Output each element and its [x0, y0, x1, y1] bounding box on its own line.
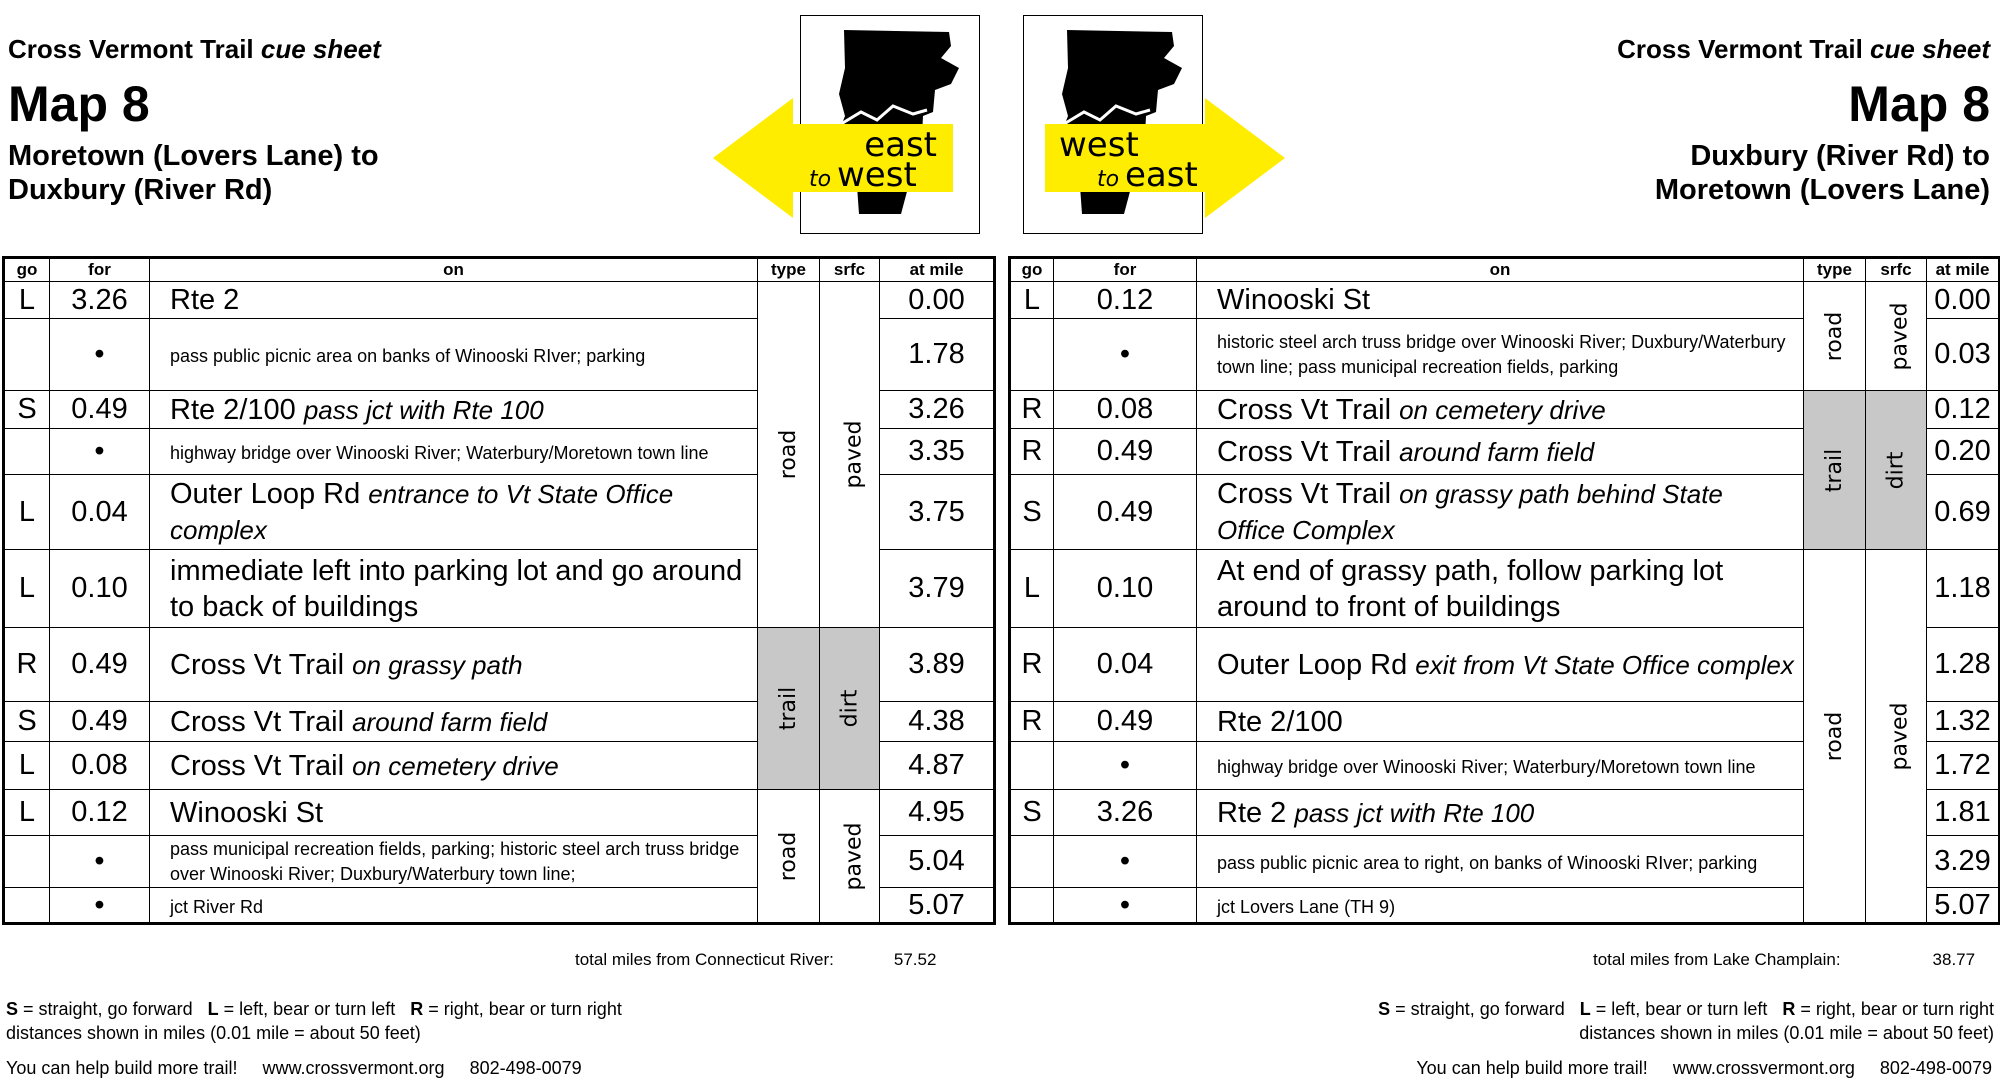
srfc-cell: paved: [1866, 282, 1927, 391]
on-cell: Cross Vt Trail around farm field: [1197, 429, 1804, 475]
footer-left: [6, 1058, 582, 1079]
for-cell: •: [50, 319, 150, 391]
srfc-cell: dirt: [1866, 391, 1927, 550]
footer-phone: 802-498-0079: [1879, 1058, 1992, 1078]
total-miles-right: total miles from Lake Champlain: 38.77: [1593, 950, 1976, 969]
on-cell: immediate left into parking lot and go around to back of buildings: [150, 550, 758, 628]
go-cell: S: [4, 702, 50, 742]
mile-cell: 0.00: [880, 282, 995, 319]
type-cell: road: [758, 282, 820, 628]
total-miles-left: total miles from Connecticut River: 57.52: [575, 950, 937, 969]
go-cell: [1010, 836, 1054, 888]
mile-cell: 0.12: [1927, 391, 2000, 429]
for-cell: •: [50, 429, 150, 475]
direction-bottom: west: [837, 155, 917, 195]
go-cell: [4, 888, 50, 924]
type-cell: trail: [758, 628, 820, 790]
mile-cell: 1.78: [880, 319, 995, 391]
footer-url[interactable]: www.crossvermont.org: [262, 1058, 445, 1078]
mile-cell: 5.04: [880, 836, 995, 888]
route-title: Moretown (Lovers Lane) to Duxbury (River Rd): [8, 140, 379, 206]
on-cell: pass public picnic area to right, on banks of Winooski RIver; parking: [1197, 836, 1804, 888]
mile-cell: 0.69: [1927, 475, 2000, 550]
for-cell: 0.49: [1054, 702, 1197, 742]
for-cell: 3.26: [50, 282, 150, 319]
mile-cell: 5.07: [880, 888, 995, 924]
for-cell: 0.49: [50, 391, 150, 429]
for-cell: 0.10: [50, 550, 150, 628]
go-cell: [4, 429, 50, 475]
on-cell: Outer Loop Rd entrance to Vt State Office complex: [150, 475, 758, 550]
type-cell: road: [1804, 550, 1866, 924]
table-row: [1010, 282, 2000, 319]
go-cell: [1010, 888, 1054, 924]
direction-small: to: [1097, 167, 1120, 192]
for-cell: •: [50, 888, 150, 924]
go-cell: L: [1010, 282, 1054, 319]
legend-right: S = straight, go forward L = left, bear or turn left R = right, bear or turn right distances shown in miles (0.01 mile = about 50 feet): [1378, 999, 1994, 1043]
go-cell: L: [4, 790, 50, 836]
go-cell: [1010, 319, 1054, 391]
footer-help: You can help build more trail!: [6, 1058, 238, 1078]
cue-table-left: [2, 256, 996, 925]
on-cell: pass municipal recreation fields, parking; historic steel arch truss bridge over Winooski River; Duxbury/Waterbury town line;: [150, 836, 758, 888]
go-cell: R: [4, 628, 50, 702]
on-cell: historic steel arch truss bridge over Winooski River; Duxbury/Waterbury town line; pass municipal recreation fields, parking: [1197, 319, 1804, 391]
direction-top: west: [1059, 125, 1139, 165]
table-row: [1010, 550, 2000, 628]
srfc-cell: dirt: [820, 628, 880, 790]
col-mile: at mile: [1927, 258, 2000, 282]
on-cell: Rte 2: [150, 282, 758, 319]
go-cell: S: [1010, 790, 1054, 836]
on-cell: jct Lovers Lane (TH 9): [1197, 888, 1804, 924]
on-cell: pass public picnic area on banks of Winooski RIver; parking: [150, 319, 758, 391]
for-cell: •: [1054, 888, 1197, 924]
route-title: Duxbury (River Rd) to Moretown (Lovers Lane): [1654, 140, 1990, 206]
mile-cell: 4.38: [880, 702, 995, 742]
go-cell: L: [4, 742, 50, 790]
go-cell: R: [1010, 429, 1054, 475]
map-number: Map 8: [8, 76, 150, 132]
on-cell: Outer Loop Rd exit from Vt State Office complex: [1197, 628, 1804, 702]
mile-cell: 0.00: [1927, 282, 2000, 319]
for-cell: •: [50, 836, 150, 888]
go-cell: R: [1010, 391, 1054, 429]
for-cell: 0.49: [1054, 475, 1197, 550]
go-cell: [4, 319, 50, 391]
table-row: [4, 628, 995, 702]
col-srfc: srfc: [1866, 258, 1927, 282]
table-row: [1010, 391, 2000, 429]
mile-cell: 1.81: [1927, 790, 2000, 836]
for-cell: 0.12: [1054, 282, 1197, 319]
for-cell: 3.26: [1054, 790, 1197, 836]
col-on: on: [1197, 258, 1804, 282]
col-type: type: [758, 258, 820, 282]
go-cell: [1010, 742, 1054, 790]
direction-top: east: [864, 125, 937, 165]
legend-left: S = straight, go forward L = left, bear or turn left R = right, bear or turn right distances shown in miles (0.01 mile = about 50 feet): [6, 999, 622, 1043]
direction-small: to: [809, 167, 832, 192]
col-for: for: [1054, 258, 1197, 282]
for-cell: 0.04: [1054, 628, 1197, 702]
for-cell: 0.49: [1054, 429, 1197, 475]
for-cell: •: [1054, 742, 1197, 790]
go-cell: L: [4, 282, 50, 319]
for-cell: •: [1054, 836, 1197, 888]
on-cell: Cross Vt Trail around farm field: [150, 702, 758, 742]
table-row: [4, 790, 995, 836]
on-cell: At end of grassy path, follow parking lot around to front of buildings: [1197, 550, 1804, 628]
col-for: for: [50, 258, 150, 282]
arrow-icon: [713, 98, 953, 218]
footer-help: You can help build more trail!: [1416, 1058, 1648, 1078]
cue-table-right: [1008, 256, 2000, 925]
for-cell: 0.10: [1054, 550, 1197, 628]
go-cell: R: [1010, 702, 1054, 742]
go-cell: [4, 836, 50, 888]
mile-cell: 1.28: [1927, 628, 2000, 702]
mile-cell: 1.72: [1927, 742, 2000, 790]
go-cell: L: [1010, 550, 1054, 628]
type-cell: trail: [1804, 391, 1866, 550]
col-type: type: [1804, 258, 1866, 282]
mile-cell: 5.07: [1927, 888, 2000, 924]
table-row: [4, 282, 995, 319]
for-cell: 0.49: [50, 702, 150, 742]
for-cell: •: [1054, 319, 1197, 391]
for-cell: 0.08: [1054, 391, 1197, 429]
go-cell: S: [1010, 475, 1054, 550]
mile-cell: 3.89: [880, 628, 995, 702]
on-cell: Winooski St: [1197, 282, 1804, 319]
footer-phone: 802-498-0079: [469, 1058, 582, 1078]
table-header: [1010, 258, 2000, 282]
go-cell: R: [1010, 628, 1054, 702]
mile-cell: 0.20: [1927, 429, 2000, 475]
on-cell: highway bridge over Winooski River; Waterbury/Moretown town line: [1197, 742, 1804, 790]
footer-right: [1416, 1058, 1992, 1079]
mile-cell: 4.87: [880, 742, 995, 790]
on-cell: jct River Rd: [150, 888, 758, 924]
on-cell: Rte 2/100 pass jct with Rte 100: [150, 391, 758, 429]
for-cell: 0.08: [50, 742, 150, 790]
arrow-icon: [1045, 98, 1285, 218]
on-cell: Winooski St: [150, 790, 758, 836]
on-cell: Cross Vt Trail on grassy path behind State Office Complex: [1197, 475, 1804, 550]
mile-cell: 0.03: [1927, 319, 2000, 391]
srfc-cell: paved: [1866, 550, 1927, 924]
footer-url[interactable]: www.crossvermont.org: [1672, 1058, 1855, 1078]
mile-cell: 1.18: [1927, 550, 2000, 628]
header-right: [1617, 34, 1990, 207]
go-cell: L: [4, 550, 50, 628]
for-cell: 0.49: [50, 628, 150, 702]
col-go: go: [4, 258, 50, 282]
series-title: Cross Vermont Trail cue sheet: [1617, 34, 1990, 64]
on-cell: Rte 2 pass jct with Rte 100: [1197, 790, 1804, 836]
mile-cell: 3.75: [880, 475, 995, 550]
col-srfc: srfc: [820, 258, 880, 282]
on-cell: Rte 2/100: [1197, 702, 1804, 742]
mile-cell: 3.29: [1927, 836, 2000, 888]
srfc-cell: paved: [820, 282, 880, 628]
on-cell: Cross Vt Trail on cemetery drive: [1197, 391, 1804, 429]
on-cell: Cross Vt Trail on cemetery drive: [150, 742, 758, 790]
srfc-cell: paved: [820, 790, 880, 924]
mile-cell: 3.26: [880, 391, 995, 429]
direction-bottom: east: [1125, 155, 1198, 195]
type-cell: road: [758, 790, 820, 924]
for-cell: 0.04: [50, 475, 150, 550]
table-header: [4, 258, 995, 282]
go-cell: S: [4, 391, 50, 429]
map-number: Map 8: [1848, 76, 1990, 132]
col-on: on: [150, 258, 758, 282]
mile-cell: 3.35: [880, 429, 995, 475]
col-go: go: [1010, 258, 1054, 282]
type-cell: road: [1804, 282, 1866, 391]
series-title: Cross Vermont Trail cue sheet: [8, 34, 381, 64]
mile-cell: 3.79: [880, 550, 995, 628]
on-cell: Cross Vt Trail on grassy path: [150, 628, 758, 702]
on-cell: highway bridge over Winooski River; Waterbury/Moretown town line: [150, 429, 758, 475]
mile-cell: 4.95: [880, 790, 995, 836]
go-cell: L: [4, 475, 50, 550]
for-cell: 0.12: [50, 790, 150, 836]
col-mile: at mile: [880, 258, 995, 282]
header-left: [8, 34, 381, 207]
mile-cell: 1.32: [1927, 702, 2000, 742]
